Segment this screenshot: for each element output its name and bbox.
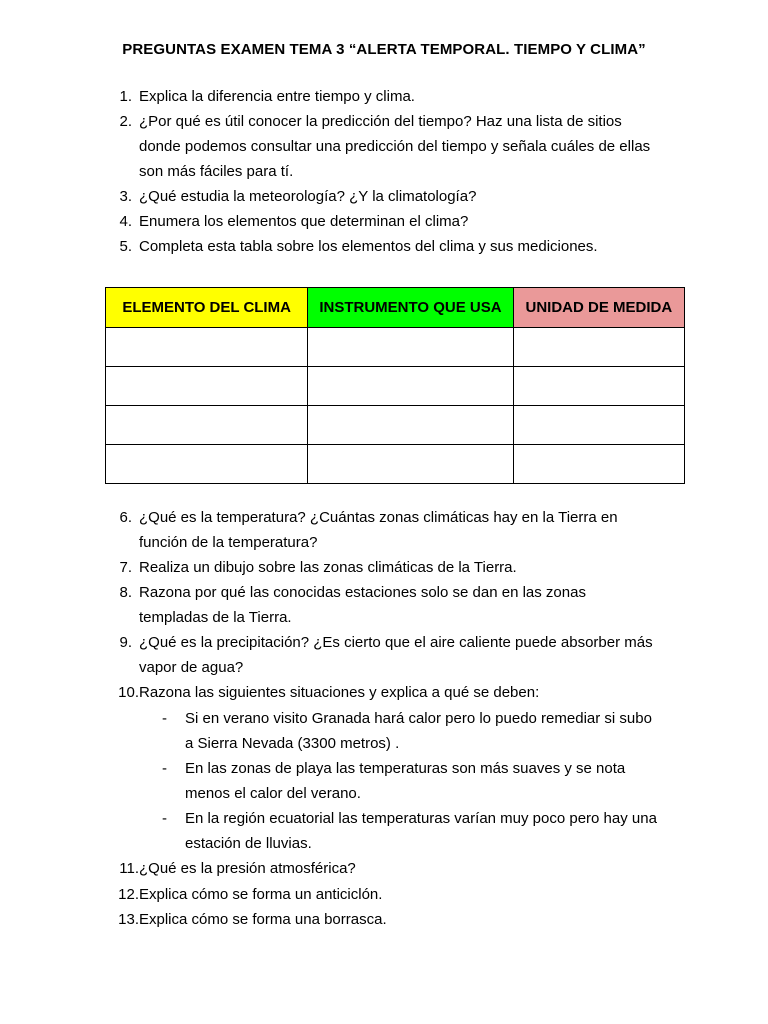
table-row [106, 367, 685, 406]
table-cell[interactable] [513, 367, 684, 406]
table-cell[interactable] [513, 445, 684, 484]
table-cell[interactable] [308, 367, 513, 406]
question-number: 7. [119, 559, 132, 576]
dash-bullet: - [162, 810, 167, 827]
question-text: ¿Qué estudia la meteorología? ¿Y la climatología? [139, 188, 477, 205]
subitem-text: estación de lluvias. [185, 835, 312, 852]
question-text: Explica la diferencia entre tiempo y clima. [139, 88, 415, 105]
header-unidad: UNIDAD DE MEDIDA [513, 288, 684, 328]
question-text: vapor de agua? [139, 659, 244, 676]
climate-elements-table [105, 287, 685, 484]
header-elemento: ELEMENTO DEL CLIMA [106, 288, 308, 328]
dash-bullet: - [162, 710, 167, 727]
question-text: templadas de la Tierra. [139, 609, 292, 626]
page-title: PREGUNTAS EXAMEN TEMA 3 “ALERTA TEMPORAL. TIEMPO Y CLIMA” [122, 41, 646, 58]
question-number: 6. [119, 509, 132, 526]
subitem-text: a Sierra Nevada (3300 metros) . [185, 735, 400, 752]
question-number: 3. [119, 188, 132, 205]
question-number: 4. [119, 213, 132, 230]
question-text: ¿Qué es la presión atmosférica? [139, 860, 356, 877]
question-text: Explica cómo se forma una borrasca. [139, 911, 387, 928]
question-text: Razona las siguientes situaciones y explica a qué se deben: [139, 684, 540, 701]
subitem-text: En las zonas de playa las temperaturas son más suaves y se nota [185, 760, 626, 777]
table-cell[interactable] [106, 328, 308, 367]
question-number: 9. [119, 634, 132, 651]
table-header-row [106, 288, 685, 328]
table-cell[interactable] [513, 328, 684, 367]
table-cell[interactable] [106, 406, 308, 445]
question-text: Razona por qué las conocidas estaciones solo se dan en las zonas [139, 584, 586, 601]
question-text: Realiza un dibujo sobre las zonas climáticas de la Tierra. [139, 559, 517, 576]
question-text: son más fáciles para tí. [139, 163, 294, 180]
table-cell[interactable] [308, 406, 513, 445]
dash-bullet: - [162, 760, 167, 777]
subitem-text: menos el calor del verano. [185, 785, 361, 802]
question-number: 12. [118, 886, 139, 903]
question-text: Enumera los elementos que determinan el clima? [139, 213, 469, 230]
question-number: 13. [118, 911, 139, 928]
subitem-text: En la región ecuatorial las temperaturas varían muy poco pero hay una [185, 810, 657, 827]
question-number: 8. [119, 584, 132, 601]
header-instrumento: INSTRUMENTO QUE USA [308, 288, 513, 328]
table-cell[interactable] [513, 406, 684, 445]
question-text: función de la temperatura? [139, 534, 318, 551]
question-text: ¿Qué es la temperatura? ¿Cuántas zonas climáticas hay en la Tierra en [139, 509, 618, 526]
question-number: 11. [119, 860, 139, 877]
question-text: Completa esta tabla sobre los elementos del clima y sus mediciones. [139, 238, 598, 255]
question-number: 1. [119, 88, 132, 105]
question-text: Explica cómo se forma un anticiclón. [139, 886, 383, 903]
table-row [106, 328, 685, 367]
table-cell[interactable] [308, 328, 513, 367]
table-cell[interactable] [308, 445, 513, 484]
table-row [106, 406, 685, 445]
question-number: 5. [119, 238, 132, 255]
subitem-text: Si en verano visito Granada hará calor pero lo puedo remediar si subo [185, 710, 652, 727]
question-number: 2. [119, 113, 132, 130]
question-number: 10. [118, 684, 139, 701]
question-text: ¿Qué es la precipitación? ¿Es cierto que el aire caliente puede absorber más [139, 634, 653, 651]
table-row [106, 445, 685, 484]
table-cell[interactable] [106, 367, 308, 406]
table-cell[interactable] [106, 445, 308, 484]
question-text: donde podemos consultar una predicción del tiempo y señala cuáles de ellas [139, 138, 651, 155]
question-text: ¿Por qué es útil conocer la predicción del tiempo? Haz una lista de sitios [139, 113, 622, 130]
